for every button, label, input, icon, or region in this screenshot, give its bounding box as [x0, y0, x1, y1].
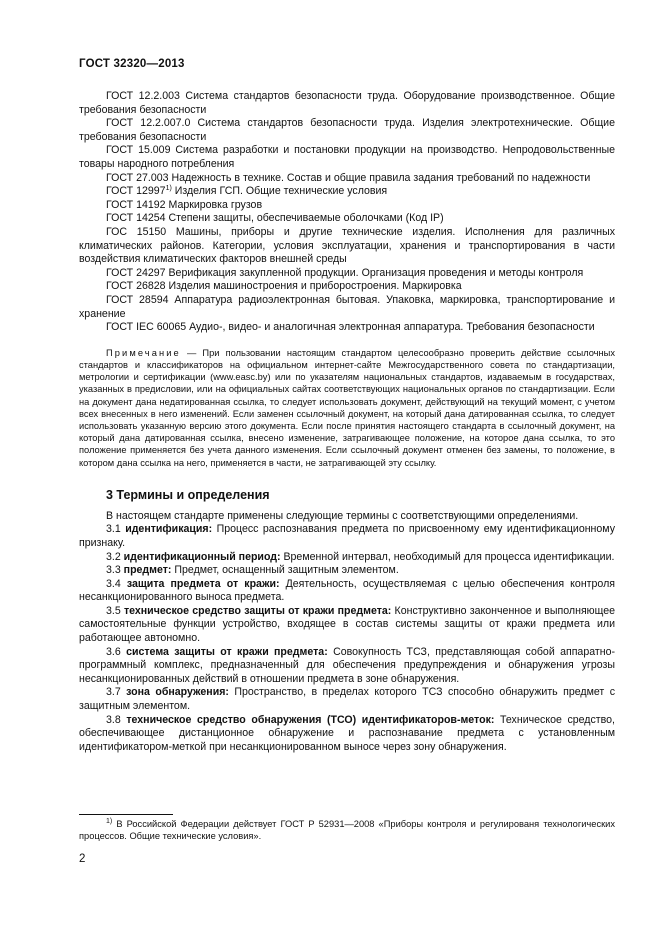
term-definition: Пространство, в пределах которого ТСЗ способно обнаружить предмет с защитным элементом. — [79, 686, 616, 713]
footnote-body: В Российской Федерации действует ГОСТ Р 52931—2008 «Приборы контроля и регулированя технологических процессов. Общие технические условия». — [79, 819, 615, 842]
reference-title: Изделия ГСП. Общие технические условия — [171, 185, 388, 198]
term-number: 3.8 — [106, 713, 127, 726]
term-definition: Техническое средство, обеспечивающее дистанционное обнаружение и распознавание предмета с установленным идентификатором-меткой при несанкционированном выносе через зону обнаружения. — [79, 713, 615, 753]
definition-item — [79, 523, 615, 550]
footnote-divider — [79, 814, 173, 815]
reference-item-12997 — [79, 185, 615, 199]
term-number: 3.1 — [106, 523, 126, 536]
footnote-marker: 1) — [106, 818, 113, 825]
definition-item — [79, 646, 615, 687]
footnote-marker: 1) — [165, 185, 172, 193]
term: система защиты от кражи предмета: — [126, 645, 328, 658]
term: зона обнаружения: — [126, 686, 229, 699]
reference-item: ГОСТ 15.009 Система разработки и постановки продукции на производство. Непродовольственные товары народного потребления — [79, 144, 615, 170]
reference-item: ГОСТ 12.2.003 Система стандартов безопасности труда. Оборудование производственное. Общие требования безопасности — [79, 90, 615, 116]
term: идентификационный период: — [123, 550, 281, 563]
reference-item: ГОСТ 14192 Маркировка грузов — [106, 198, 263, 211]
term-definition: Деятельность, осуществляемая с целью обеспечения контроля несанкционированного выноса предмета. — [79, 577, 615, 604]
note-text: — При пользовании настоящим стандартом целесообразно проверить действие ссылочных стандартов и классификаторов на официальном интернет-сайте Межгосударственного совета по стандартизации, метрологии и сертификации (www.easc.by) или по указателям национальных стандартов, издаваемым в государствах, указанных в предисловии, или на официальных сайтах соответствующих национальных органов по стандартизации. Если на документ дана недатированная ссылка, то следует использовать документ, действующий на текущий момент, с учетом всех внесенных в него изменений. Если заменен ссылочный документ, на который дана датированная ссылка, то следует использовать указанную версию этого документа. Если после принятия настоящего стандарта в ссылочный документ, на который дана датированная ссылка, внесено изменение, затрагивающее положение, на которое дана ссылка, то это положение применяется без учета данного изменения. Если ссылочный документ отменен без замены, то положение, в котором дана ссылка на него, применяется в части, не затрагивающей эту ссылку. — [79, 347, 615, 468]
term-number: 3.7 — [106, 686, 127, 699]
reference-code: ГОСТ 12997 — [106, 185, 166, 198]
definitions-list — [79, 510, 615, 755]
term: техническое средство обнаружения (ТСО) идентификаторов-меток: — [126, 713, 495, 726]
reference-item: ГОСТ 14254 Степени защиты, обеспечиваемые оболочками (Код IP) — [106, 212, 444, 225]
page-content — [79, 90, 615, 754]
reference-item: ГОСТ 26828 Изделия машиностроения и приборостроения. Маркировка — [106, 280, 462, 293]
definition-item — [79, 686, 615, 713]
term-definition: Предмет, оснащенный защитным элементом. — [171, 564, 399, 577]
term-number: 3.4 — [106, 577, 127, 590]
term-definition: Процесс распознавания предмета по присвоенному ему идентификационному признаку. — [79, 523, 615, 549]
note-label: Примечание — [106, 347, 181, 358]
normative-references-list — [79, 90, 615, 335]
reference-item: ГОС 15150 Машины, приборы и другие технические изделия. Исполнения для различных климатических районов. Категории, условия эксплуатации, хранения и транспортирования в части воздействия климатических факторов внешней среды — [79, 225, 615, 266]
term-number: 3.5 — [106, 604, 124, 617]
term-number: 3.2 — [106, 550, 124, 563]
definition-item — [79, 605, 615, 646]
term-number: 3.6 — [106, 645, 127, 658]
section-title: 3 Термины и определения — [106, 487, 270, 502]
term-definition: Совокупность ТСЗ, представляющая собой аппаратно-программный комплекс, предназначенный для обеспечения предупреждения и обнаружения угрозы несанкционированных действий в отношении предмета в зоне обнаружения. — [79, 645, 616, 685]
definition-item — [79, 578, 615, 605]
term-definition: Временной интервал, необходимый для процесса идентификации. — [280, 550, 615, 563]
reference-item: ГОСТ 24297 Верификация закупленной продукции. Организация проведения и методы контроля — [106, 266, 584, 279]
reference-item: ГОСТ IEC 60065 Аудио-, видео- и аналогичная электронная аппаратура. Требования безопасности — [106, 321, 595, 334]
definition-item — [79, 551, 615, 565]
page-number: 2 — [79, 853, 86, 865]
footnote — [79, 818, 615, 843]
reference-item: ГОСТ 27.003 Надежность в технике. Состав и общие правила задания требований по надежности — [106, 171, 591, 184]
term: предмет: — [123, 564, 172, 577]
term-definition: Конструктивно законченное и выполняющее самостоятельные функции устройство, входящее в состав системы защиты от кражи предмета или работающее автономно. — [79, 604, 616, 645]
term: защита предмета от кражи: — [126, 577, 280, 590]
definition-item — [79, 564, 615, 578]
reference-item: ГОСТ 28594 Аппаратура радиоэлектронная бытовая. Упаковка, маркировка, транспортирование и хранение — [79, 293, 615, 320]
definition-item — [79, 714, 615, 755]
document-header: ГОСТ 32320—2013 — [79, 58, 185, 70]
term-number: 3.3 — [106, 564, 124, 577]
term: идентификация: — [125, 523, 213, 536]
term: техническое средство защиты от кражи предмета: — [123, 604, 392, 617]
section-intro: В настоящем стандарте применены следующие термины с соответствующими определениями. — [106, 509, 579, 522]
footnote-text — [79, 818, 615, 843]
reference-item: ГОСТ 12.2.007.0 Система стандартов безопасности труда. Изделия электротехнические. Общие требования безопасности — [79, 117, 615, 143]
note-paragraph — [79, 347, 615, 469]
